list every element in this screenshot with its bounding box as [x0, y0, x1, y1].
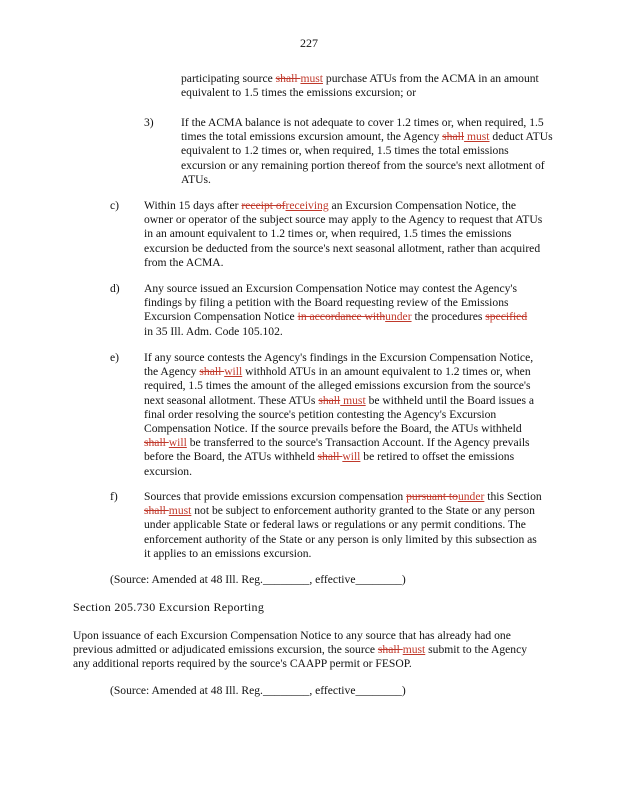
deleted-text: receipt of [241, 199, 286, 212]
blank-line: ________ [262, 684, 310, 697]
inserted-text: must [300, 72, 324, 85]
deleted-text: shall [199, 365, 225, 379]
inserted-text: will [342, 450, 361, 464]
deleted-text: shall [144, 504, 169, 518]
inserted-text: must [340, 393, 366, 407]
page-number: 227 [300, 36, 318, 50]
item-d-text: Any source issued an Excursion Compensation Notice may contest the Agency's findings by filing a petition with the Board requesting review of the Emissions Excursion Compensation Notice in accordance withunder the procedures specified in 35 Ill. Adm. Code 105.102. [144, 282, 528, 338]
deleted-text: shall [377, 643, 403, 657]
inserted-text: under [385, 310, 412, 324]
source-note: (Source: Amended at 48 Ill. Reg.________, effective________) [110, 573, 406, 586]
deleted-text: shall [275, 72, 301, 85]
item-d-label: d) [110, 282, 120, 295]
section-heading: Section 205.730 Excursion Reporting [73, 600, 265, 614]
item-f-text: Sources that provide emissions excursion compensation pursuant tounder this Section shall must not be subject to enforcement authority granted to the State or any person under applicable State or federal laws or regulations or any permit conditions. The enforcement authority of the State or any person is only limited by this subsection as it applies to an emissions excursion. [144, 490, 542, 560]
blank-line: ________ [355, 573, 402, 586]
deleted-text: shall [317, 450, 343, 464]
inserted-text: must [168, 504, 192, 518]
inserted-text: must [464, 130, 490, 144]
deleted-text: pursuant to [406, 490, 458, 503]
inserted-text: under [457, 490, 485, 503]
item-e-text: If any source contests the Agency's findings in the Excursion Compensation Notice, the Agency shall will withhold ATUs in an amount equivalent to 1.2 times or, when required, 1.5 times the amount of the alleged emissions excursion from the source's next seasonal allotment. These ATUs shall must be withheld until the Board issues a final order resolving the source's petition contesting the Agency's Excursion Compensation Notice. If the source prevails before the Board, the ATUs withheld shall will be transferred to the source's Transaction Account. If the Agency prevails before the Board, the ATUs withheld shall will be retired to offset the emissions excursion. [144, 351, 535, 478]
item-3-label: 3) [144, 116, 154, 129]
inserted-text: will [224, 365, 243, 379]
inserted-text: will [168, 436, 187, 450]
deleted-text: shall [144, 436, 169, 450]
deleted-text: specified [485, 310, 528, 324]
deleted-text: shall [318, 393, 341, 407]
section-paragraph: Upon issuance of each Excursion Compensation Notice to any source that has already had one previous admitted or adjudicated emissions excursion, the source shall must submit to the Agency any additional reports required by the source's CAAPP permit or FESOP. [73, 629, 528, 671]
item-c-text: Within 15 days after receipt ofreceiving an Excursion Compensation Notice, the owner or operator of the subject source may apply to the Agency to request that ATUs in an amount equivalent to 1.2 times or, when required, 1.5 times the emissions excursion be deducted from the source's next seasonal allotment, rather than acquired from the ACMA. [144, 199, 543, 269]
blank-line: ________ [355, 684, 402, 697]
inserted-text: receiving [285, 199, 329, 212]
continuation-paragraph: participating source shall must purchase ATUs from the ACMA in an amount equivalent to 1.5 times the emissions excursion; or [181, 72, 539, 100]
blank-line: ________ [262, 573, 310, 586]
deleted-text: in accordance with [297, 310, 386, 324]
item-f-label: f) [110, 490, 118, 503]
deleted-text: shall [442, 130, 465, 144]
source-note: (Source: Amended at 48 Ill. Reg.________, effective________) [110, 684, 406, 697]
inserted-text: must [402, 643, 426, 657]
item-e-label: e) [110, 351, 120, 364]
item-c-label: c) [110, 199, 120, 212]
item-3-text: If the ACMA balance is not adequate to cover 1.2 times or, when required, 1.5 times the total emissions excursion amount, the Agency shall must deduct ATUs equivalent to 1.2 times or, when required, 1.5 times the total emissions excursion or any remaining portion thereof from the source's next allotment of ATUs. [181, 116, 553, 186]
